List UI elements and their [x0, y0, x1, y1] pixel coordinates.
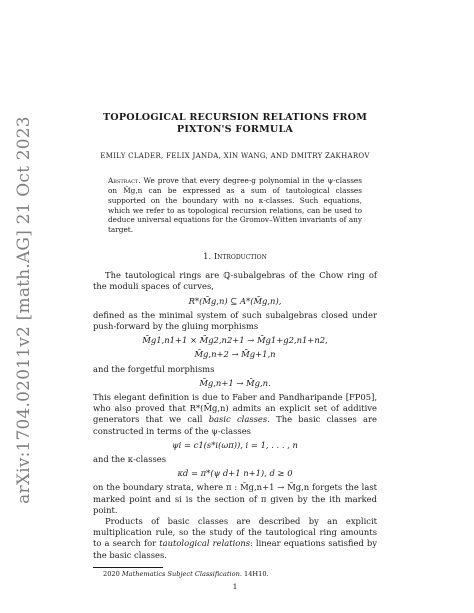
- paragraph-4: [93, 392, 377, 437]
- footnote-code: 14H10.: [241, 569, 269, 578]
- footnote: [93, 570, 377, 579]
- equation-2a: M̄g1,n1+1 × M̄g2,n2+1 → M̄g1+g2,n1+n2,: [142, 335, 328, 346]
- paragraph-4-part-a: This elegant definition is due to Faber and Pandharipande [FP05], who also proved that R*(M̄g,n) admits an explicit set of additive generators that we call: [93, 392, 377, 425]
- equation-1: R*(M̄g,n) ⊆ A*(M̄g,n),: [188, 295, 282, 306]
- arxiv-sidebar-stamp: [4, 116, 44, 504]
- paragraph-2: defined as the minimal system of such subalgebras closed under push-forward by the gluing morphisms: [93, 309, 377, 331]
- arxiv-identifier: arXiv:1704.02011v2 [math.AG] 21 Oct 2023: [14, 116, 34, 504]
- paragraph-3: and the forgetful morphisms: [93, 363, 215, 374]
- section-heading: [93, 251, 377, 262]
- paragraph-6: on the boundary strata, where π : M̄g,n+1 → M̄g,n forgets the last marked point and si is the section of π given by the ith marked point.: [93, 482, 377, 515]
- equation-4: ψi = c1(s*i(ωπ)), i = 1, . . . , n: [172, 439, 298, 450]
- footnote-rule: [93, 567, 163, 568]
- paper-page: [93, 112, 377, 592]
- paragraph-7-part-c: : linear equations satisfied by the basic classes.: [93, 538, 377, 560]
- paragraph-5: and the κ-classes: [93, 454, 167, 465]
- abstract: [108, 176, 362, 235]
- abstract-heading: Abstract.: [108, 176, 141, 186]
- title-line-1: TOPOLOGICAL RECURSION RELATIONS FROM: [102, 112, 368, 123]
- paragraph-1: The tautological rings are ℚ-subalgebras of the Chow ring of the moduli spaces of curves,: [93, 270, 377, 292]
- equation-3: M̄g,n+1 → M̄g,n.: [199, 377, 271, 388]
- section-number: 1.: [203, 250, 214, 261]
- section-title: Introduction: [213, 250, 267, 261]
- paragraph-7-emphasis: tautological relations: [159, 538, 251, 549]
- paragraph-4-emphasis: basic classes: [208, 414, 268, 425]
- title-line-2: PIXTON'S FORMULA: [176, 124, 294, 135]
- paper-title: [93, 112, 377, 136]
- equation-5: κd = π*(ψ d+1 n+1), d ≥ 0: [177, 468, 293, 479]
- paragraph-7-part-a: Products of basic classes are described by an explicit multiplication rule, so the study of the tautological ring amounts to a search for: [93, 516, 377, 549]
- paragraph-4-part-c: . The basic classes are constructed in terms of the ψ-classes: [93, 414, 377, 436]
- footnote-msc: Mathematics Subject Classification.: [121, 569, 242, 578]
- paragraph-7: [93, 516, 377, 561]
- abstract-body: We prove that every degree-g polynomial in the ψ-classes on M̄g,n can be expressed as a sum of tautological classes supported on the boundary with no κ-classes. Such equations, which we refer to as topological recursion relations, can be used to deduce universal equations for the Gromov–Witten invariants of any target.: [108, 176, 362, 235]
- page-number: 1: [232, 581, 238, 591]
- author-list: EMILY CLADER, FELIX JANDA, XIN WANG, AND DMITRY ZAKHAROV: [100, 152, 370, 160]
- footnote-year: 2020: [103, 569, 122, 578]
- equation-2b: M̄g,n+2 → M̄g+1,n: [194, 349, 276, 360]
